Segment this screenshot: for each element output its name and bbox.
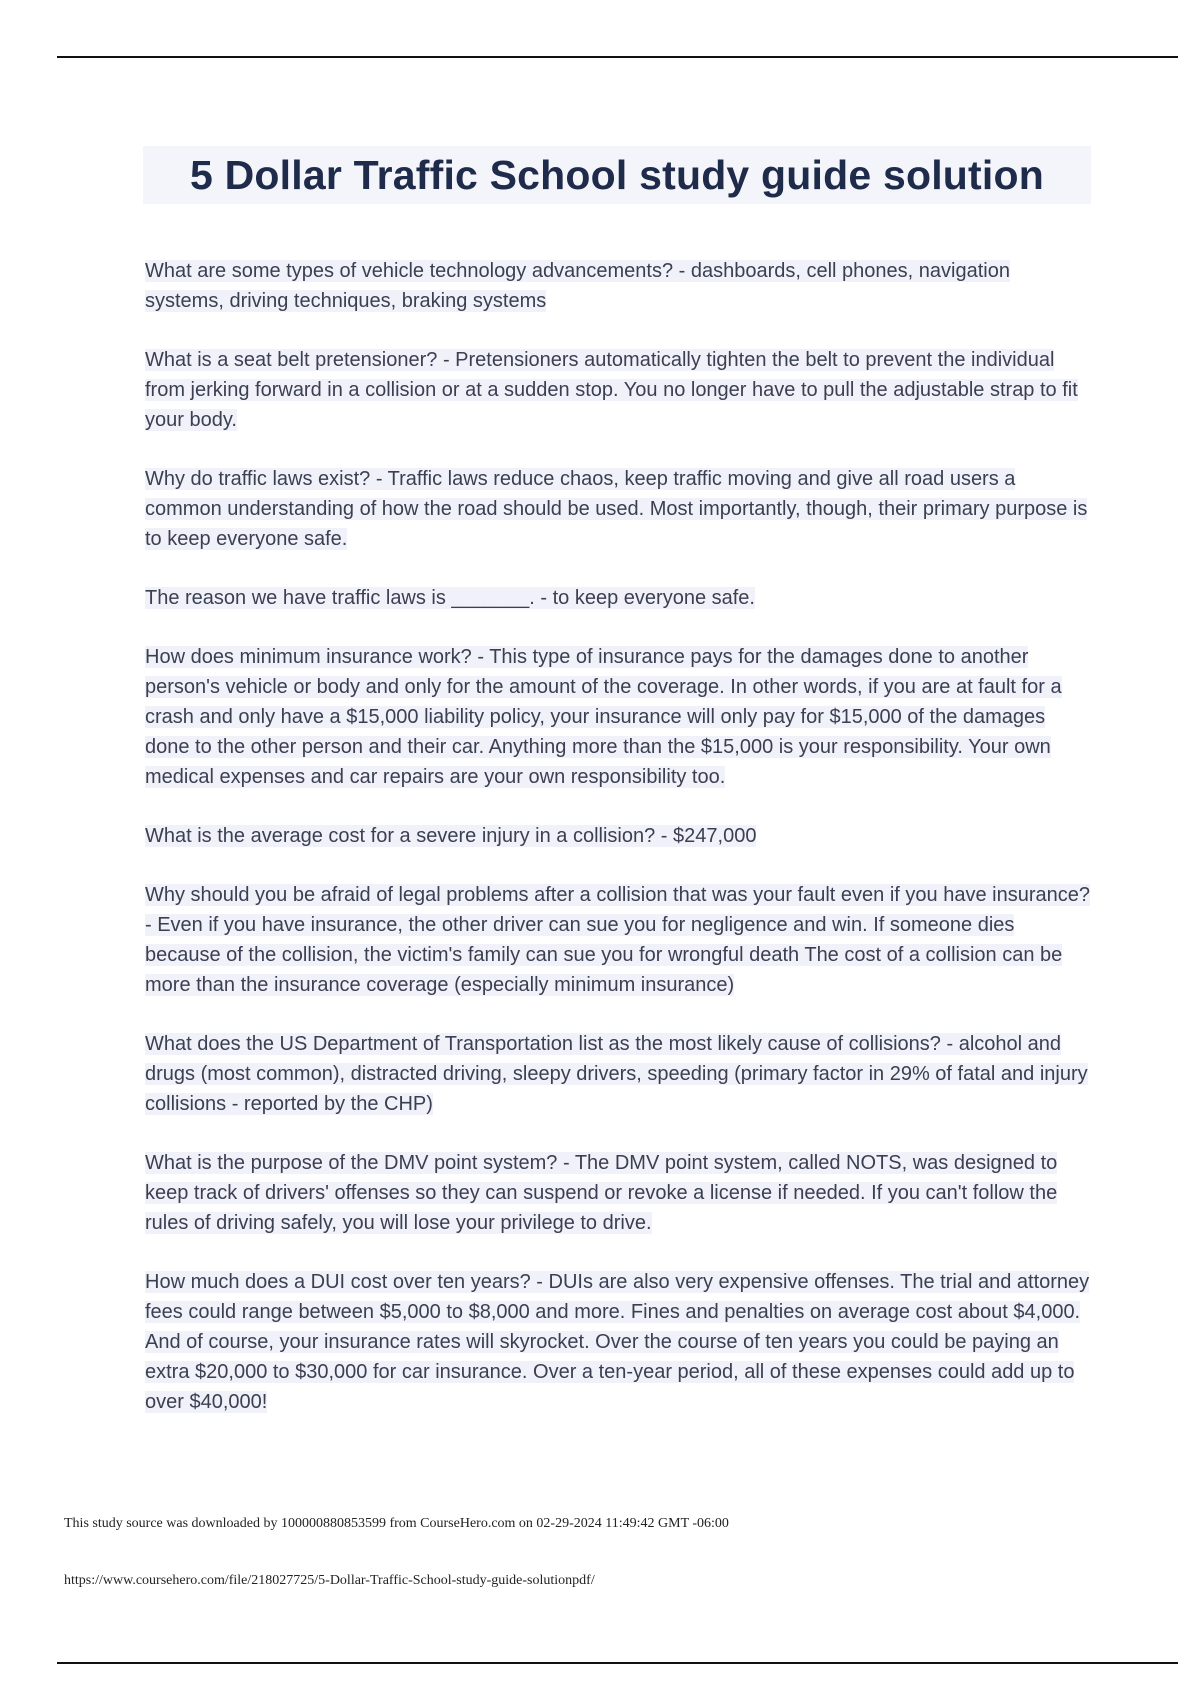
qa-text: What does the US Department of Transportation list as the most likely cause of collisions? - alcohol and drugs (most common), distracted driving, sleepy drivers, speeding (primary factor in 29% of fatal and injury collisions - reported by the CHP) [145,1033,1088,1115]
qa-item [145,345,1093,435]
qa-text: How does minimum insurance work? - This type of insurance pays for the damages done to another person's vehicle or body and only for the amount of the coverage. In other words, if you are at fault for a crash and only have a $15,000 liability policy, your insurance will only pay for $15,000 of the damages done to the other person and their car. Anything more than the $15,000 is your responsibility. Your own medical expenses and car repairs are your own responsibility too. [145,646,1062,788]
qa-text: What are some types of vehicle technology advancements? - dashboards, cell phones, navigation systems, driving techniques, braking systems [145,260,1010,312]
qa-item [145,583,1093,613]
qa-item [145,642,1093,792]
document-title: 5 Dollar Traffic School study guide solution [190,151,1044,198]
qa-text: How much does a DUI cost over ten years? - DUIs are also very expensive offenses. The trial and attorney fees could range between $5,000 to $8,000 and more. Fines and penalties on average cost about $4,000. And of course, your insurance rates will skyrocket. Over the course of ten years you could be paying an extra $20,000 to $30,000 for car insurance. Over a ten-year period, all of these expenses could add up to over $40,000! [145,1271,1090,1413]
top-rule [57,56,1178,58]
title-banner [143,146,1091,204]
qa-item [145,256,1093,316]
qa-item [145,1029,1093,1119]
qa-text: What is a seat belt pretensioner? - Pretensioners automatically tighten the belt to prevent the individual from jerking forward in a collision or at a sudden stop. You no longer have to pull the adjustable strap to fit your body. [145,349,1078,431]
qa-text: The reason we have traffic laws is _______. - to keep everyone safe. [145,587,755,609]
qa-item [145,464,1093,554]
bottom-rule [57,1662,1178,1664]
qa-text: Why should you be afraid of legal problems after a collision that was your fault even if you have insurance? - Even if you have insurance, the other driver can sue you for negligence and win. If someone dies because of the collision, the victim's family can sue you for wrongful death The cost of a collision can be more than the insurance coverage (especially minimum insurance) [145,884,1090,996]
qa-item [145,1267,1093,1417]
qa-item [145,821,1093,851]
qa-text: What is the average cost for a severe injury in a collision? - $247,000 [145,825,757,847]
qa-item [145,1148,1093,1238]
qa-text: What is the purpose of the DMV point system? - The DMV point system, called NOTS, was designed to keep track of drivers' offenses so they can suspend or revoke a license if needed. If you can't follow the rules of driving safely, you will lose your privilege to drive. [145,1152,1058,1234]
qa-item [145,880,1093,1000]
qa-text: Why do traffic laws exist? - Traffic laws reduce chaos, keep traffic moving and give all road users a common understanding of how the road should be used. Most importantly, though, their primary purpose is to keep everyone safe. [145,468,1088,550]
download-source-note: This study source was downloaded by 100000880853599 from CourseHero.com on 02-29-2024 11:49:42 GMT -06:00 [64,1516,729,1531]
qa-list [145,256,1093,1446]
source-url[interactable]: https://www.coursehero.com/file/218027725/5-Dollar-Traffic-School-study-guide-solutionpdf/ [64,1573,595,1588]
